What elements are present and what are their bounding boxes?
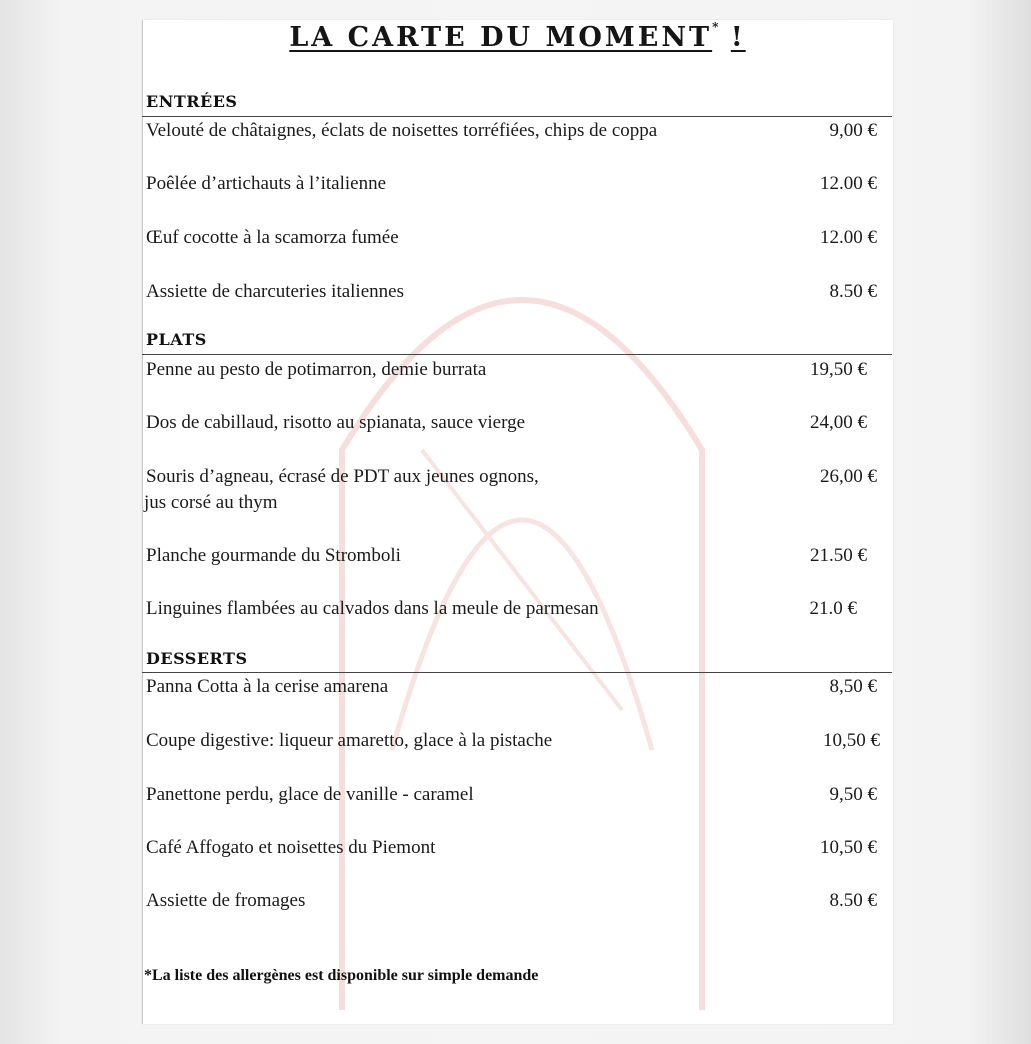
menu-item-price: 9,50 € (829, 784, 877, 805)
menu-item-name: Coupe digestive: liqueur amaretto, glace à la pistache (146, 730, 553, 751)
menu-item-price: 24,00 € (810, 412, 867, 433)
menu-item-name-continued: jus corsé au thym (144, 492, 278, 513)
section-heading-desserts: DESSERTS (146, 649, 248, 668)
menu-item-name: Souris d’agneau, écrasé de PDT aux jeunes ognons, (146, 466, 539, 487)
menu-title-text: LA CARTE DU MOMENT (289, 22, 713, 53)
menu-title-asterisk: * (712, 20, 719, 34)
menu-item-name: Poêlée d’artichauts à l’italienne (146, 173, 387, 194)
section-rule-plats (142, 354, 892, 355)
menu-item-price: 21.0 € (809, 598, 857, 619)
sheet-left-border (142, 20, 143, 1024)
menu-item-price: 8.50 € (829, 281, 877, 302)
menu-item-name: Linguines flambées au calvados dans la meule de parmesan (146, 598, 599, 619)
menu-item-price: 9,00 € (829, 120, 877, 141)
menu-item-price: 12.00 € (820, 227, 877, 248)
menu-title (142, 22, 893, 53)
menu-item-price: 10,50 € (820, 837, 877, 858)
menu-item-name: Planche gourmande du Stromboli (146, 545, 401, 566)
menu-item-name: Panna Cotta à la cerise amarena (146, 676, 389, 697)
menu-item-price: 12.00 € (820, 173, 877, 194)
menu-item-price: 19,50 € (810, 359, 867, 380)
section-heading-entrees: ENTRÉES (146, 92, 238, 111)
menu-item-price: 10,50 € (823, 730, 880, 751)
menu-item-price: 8,50 € (829, 676, 877, 697)
menu-item-name: Velouté de châtaignes, éclats de noisettes torréfiées, chips de coppa (146, 120, 658, 141)
menu-sheet (142, 20, 893, 1024)
section-rule-desserts (142, 672, 892, 673)
menu-item-name: Café Affogato et noisettes du Piemont (146, 837, 436, 858)
menu-item-price: 26,00 € (820, 466, 877, 487)
menu-title-exclamation: ! (730, 22, 746, 53)
menu-item-name: Panettone perdu, glace de vanille - caramel (146, 784, 474, 805)
menu-item-name: Assiette de charcuteries italiennes (146, 281, 404, 302)
section-rule-entrees (142, 116, 892, 117)
menu-item-price: 21.50 € (810, 545, 867, 566)
menu-item-price: 8.50 € (829, 890, 877, 911)
menu-item-name: Dos de cabillaud, risotto au spianata, sauce vierge (146, 412, 525, 433)
menu-item-name: Assiette de fromages (146, 890, 306, 911)
menu-item-name: Penne au pesto de potimarron, demie burrata (146, 359, 487, 380)
allergen-footnote: *La liste des allergènes est disponible sur simple demande (144, 967, 539, 984)
menu-item-name: Œuf cocotte à la scamorza fumée (146, 227, 399, 248)
section-heading-plats: PLATS (146, 330, 207, 349)
